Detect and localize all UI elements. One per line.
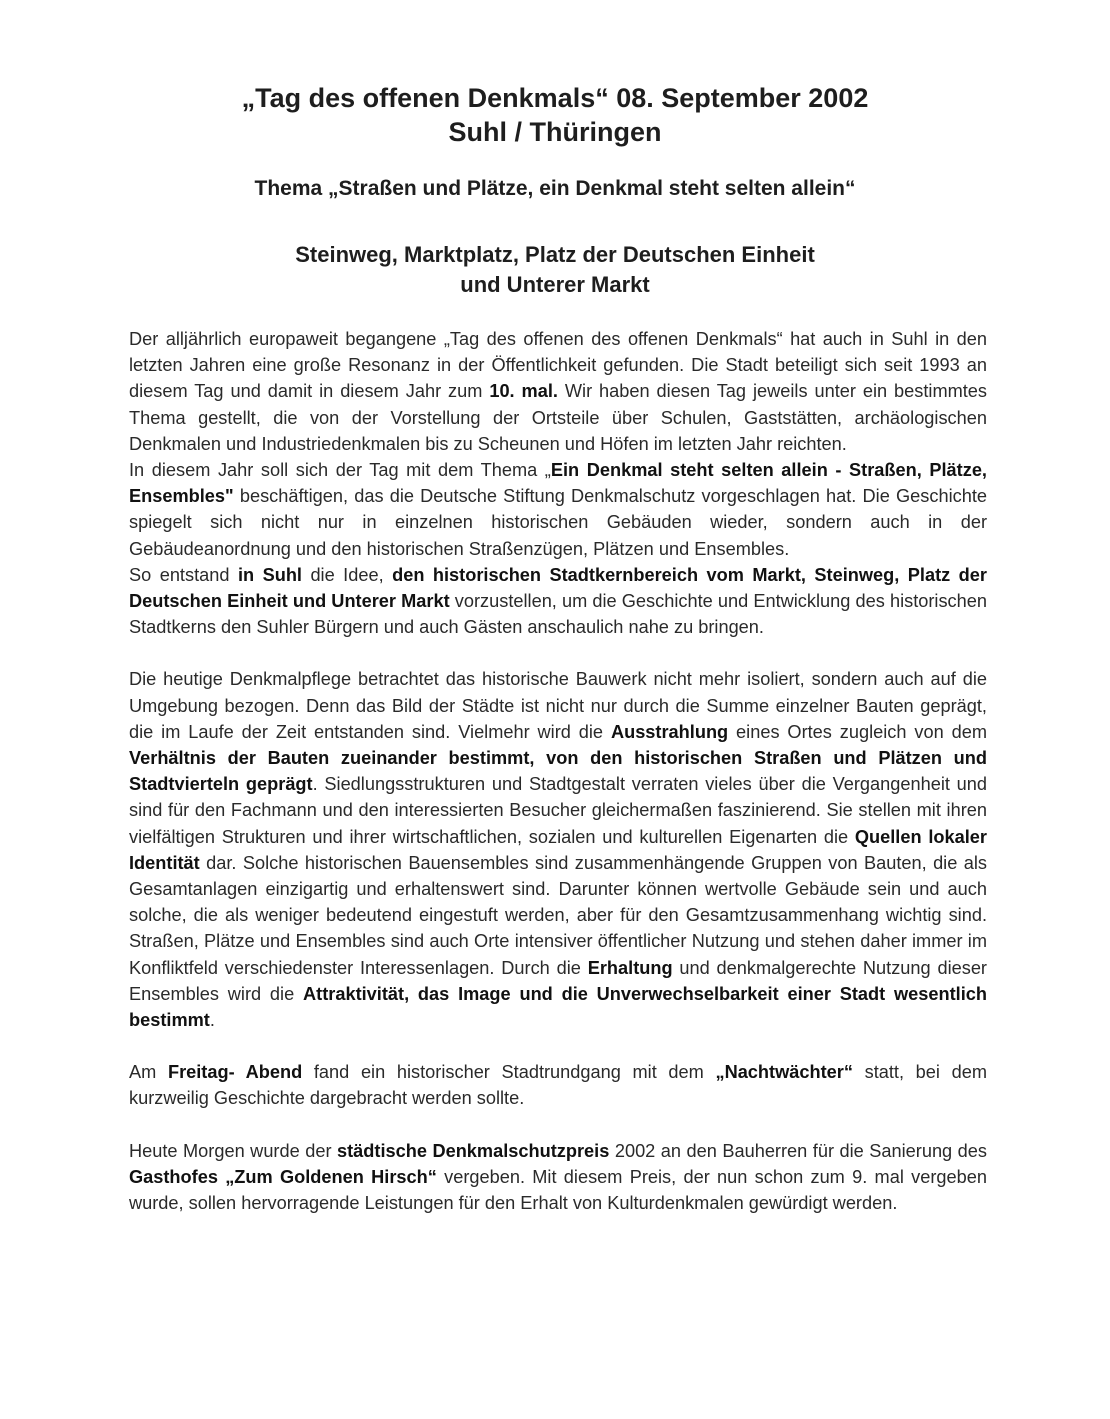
document-body [129,326,987,1216]
paragraph-award: Heute Morgen wurde der städtische Denkmalschutzpreis 2002 an den Bauherren für die Sanierung des Gasthofes „Zum Goldenen Hirsch“ vergeben. Mit diesem Preis, der nun schon zum 9. mal vergeben wurde, sollen hervorragende Leistungen für den Erhalt von Kulturdenkmalen gewürdigt werden. [129,1140,987,1214]
paragraph-intro: Der alljährlich europaweit begangene „Tag des offenen des offenen Denkmals“ hat auch in Suhl in den letzten Jahren eine große Resonanz in der Öffentlichkeit gefunden. Die Stadt beteiligt sich seit 1993 an diesem Tag und damit in diesem Jahr zum 10. mal. Wir haben diesen Tag jeweils unter ein bestimmtes Thema gestellt, die von der Vorstellung der Ortsteile über Schulen, Gaststätten, archäologischen Denkmalen und Industriedenkmalen bis zu Scheunen und Höfen im letzten Jahr reichten. [129,329,988,454]
document-subtitle-line1: Steinweg, Marktplatz, Platz der Deutschen Einheit [295,242,815,267]
document-title: „Tag des offenen Denkmals“ 08. September 2002 [241,83,869,113]
paragraph-denkmalpflege: Die heutige Denkmalpflege betrachtet das historische Bauwerk nicht mehr isoliert, sondern auch auf die Umgebung bezogen. Denn das Bild der Städte ist nicht nur durch die Summe einzelner Bauten geprägt, die im Laufe der Zeit entstanden sind. Vielmehr wird die Ausstrahlung eines Ortes zugleich von dem Verhältnis der Bauten zueinander bestimmt, von den historischen Straßen und Plätzen und Stadtvierteln geprägt. Siedlungsstrukturen und Stadtgestalt verraten vieles über die Vergangenheit und sind für den Fachmann und den interessierten Besucher gleichermaßen faszinierend. Sie stellen mit ihren vielfältigen Strukturen und ihrer wirtschaftlichen, sozialen und kulturellen Eigenarten die Quellen lokaler Identität dar. Solche historischen Bauensembles sind zusammenhängende Gruppen von Bauten, die als Gesamtanlagen einzigartig und erhaltenswert sind. Darunter können wertvolle Gebäude sein und auch solche, die als weniger bedeutend eingestuft werden, aber für den Gesamtzusammenhang wichtig sind. Straßen, Plätze und Ensembles sind auch Orte intensiver öffentlicher Nutzung und stehen daher immer im Konfliktfeld verschiedenster Interessenlagen. Durch die Erhaltung und denkmalgerechte Nutzung dieser Ensembles wird die Attraktivität, das Image und die Unverwechselbarkeit einer Stadt wesentlich bestimmt. [129,669,987,1031]
document-location: Suhl / Thüringen [448,117,662,147]
paragraph-theme: In diesem Jahr soll sich der Tag mit dem Thema „Ein Denkmal steht selten allein - Straßen, Plätze, Ensembles" beschäftigen, das die Deutsche Stiftung Denkmalschutz vorgeschlagen hat. Die Geschichte spiegelt sich nicht nur in einzelnen historischen Gebäuden wieder, sondern auch in der Gebäudeanordnung und den historischen Straßenzügen, Plätzen und Ensembles. [129,460,987,559]
document-subtitle-line2: und Unterer Markt [460,272,650,297]
document-theme: Thema „Straßen und Plätze, ein Denkmal steht selten allein“ [254,177,856,200]
paragraph-friday: Am Freitag- Abend fand ein historischer Stadtrundgang mit dem „Nachtwächter“ statt, bei dem kurzweilig Geschichte dargebracht werden sollte. [129,1062,987,1109]
paragraph-idea: So entstand in Suhl die Idee, den historischen Stadtkernbereich vom Markt, Steinweg, Platz der Deutschen Einheit und Unterer Markt vorzustellen, um die Geschichte und Entwicklung des historischen Stadtkerns den Suhler Bürgern und auch Gästen anschaulich nahe zu bringen. [129,564,987,638]
